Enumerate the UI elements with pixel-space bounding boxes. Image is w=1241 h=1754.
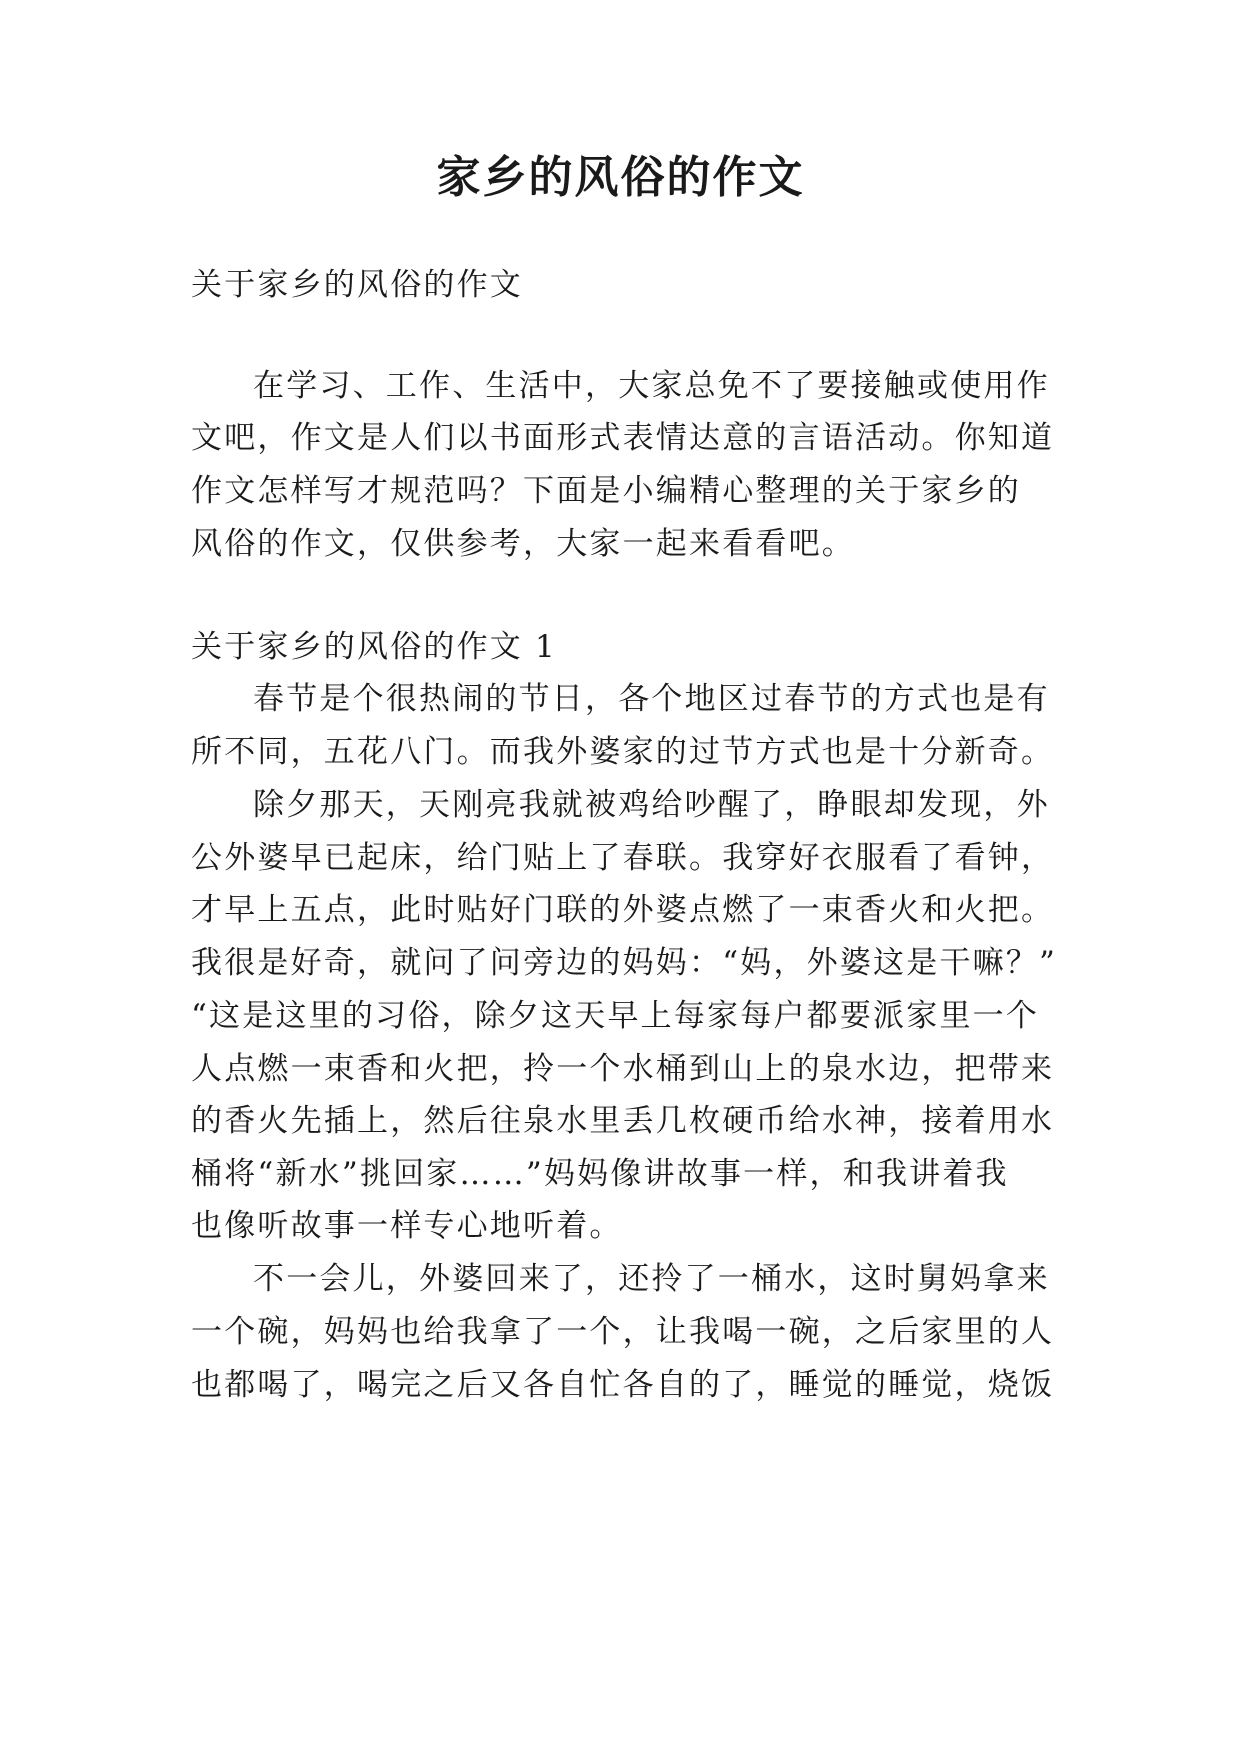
body-line-14: 也都喝了，喝完之后又各自忙各自的了，睡觉的睡觉，烧饭 bbox=[191, 1367, 1055, 1403]
body-line-6: 我很是好奇，就问了问旁边的妈妈：“妈，外婆这是干嘛？” bbox=[191, 945, 1058, 981]
body-line-10: 桶将“新水”挑回家……”妈妈像讲故事一样，和我讲着我 bbox=[191, 1156, 1009, 1192]
body-line-9: 的香火先插上，然后往泉水里丢几枚硬币给水神，接着用水 bbox=[191, 1103, 1055, 1139]
body-line-13: 一个碗，妈妈也给我拿了一个，让我喝一碗，之后家里的人 bbox=[191, 1314, 1055, 1350]
body-line-2: 所不同，五花八门。而我外婆家的过节方式也是十分新奇。 bbox=[191, 734, 1055, 770]
section-heading: 关于家乡的风俗的作文 1 bbox=[191, 629, 557, 665]
intro-line-3: 作文怎样写才规范吗？下面是小编精心整理的关于家乡的 bbox=[191, 473, 1021, 509]
intro-line-1: 在学习、工作、生活中，大家总免不了要接触或使用作 bbox=[253, 368, 1050, 404]
body-line-4: 公外婆早已起床，给门贴上了春联。我穿好衣服看了看钟， bbox=[191, 840, 1055, 876]
body-line-11: 也像听故事一样专心地听着。 bbox=[191, 1208, 623, 1244]
body-line-7: “这是这里的习俗，除夕这天早上每家每户都要派家里一个 bbox=[191, 998, 1040, 1034]
intro-line-4: 风俗的作文，仅供参考，大家一起来看看吧。 bbox=[191, 526, 855, 562]
body-line-3: 除夕那天，天刚亮我就被鸡给吵醒了，睁眼却发现，外 bbox=[253, 787, 1050, 823]
intro-line-2: 文吧，作文是人们以书面形式表情达意的言语活动。你知道 bbox=[191, 420, 1055, 456]
body-line-8: 人点燃一束香和火把，拎一个水桶到山上的泉水边，把带来 bbox=[191, 1051, 1055, 1087]
body-line-1: 春节是个很热闹的节日，各个地区过春节的方式也是有 bbox=[253, 681, 1050, 717]
body-line-12: 不一会儿，外婆回来了，还拎了一桶水，这时舅妈拿来 bbox=[253, 1261, 1050, 1297]
document-title: 家乡的风俗的作文 bbox=[436, 152, 805, 203]
body-line-5: 才早上五点，此时贴好门联的外婆点燃了一束香火和火把。 bbox=[191, 892, 1055, 928]
subtitle: 关于家乡的风俗的作文 bbox=[191, 267, 523, 303]
